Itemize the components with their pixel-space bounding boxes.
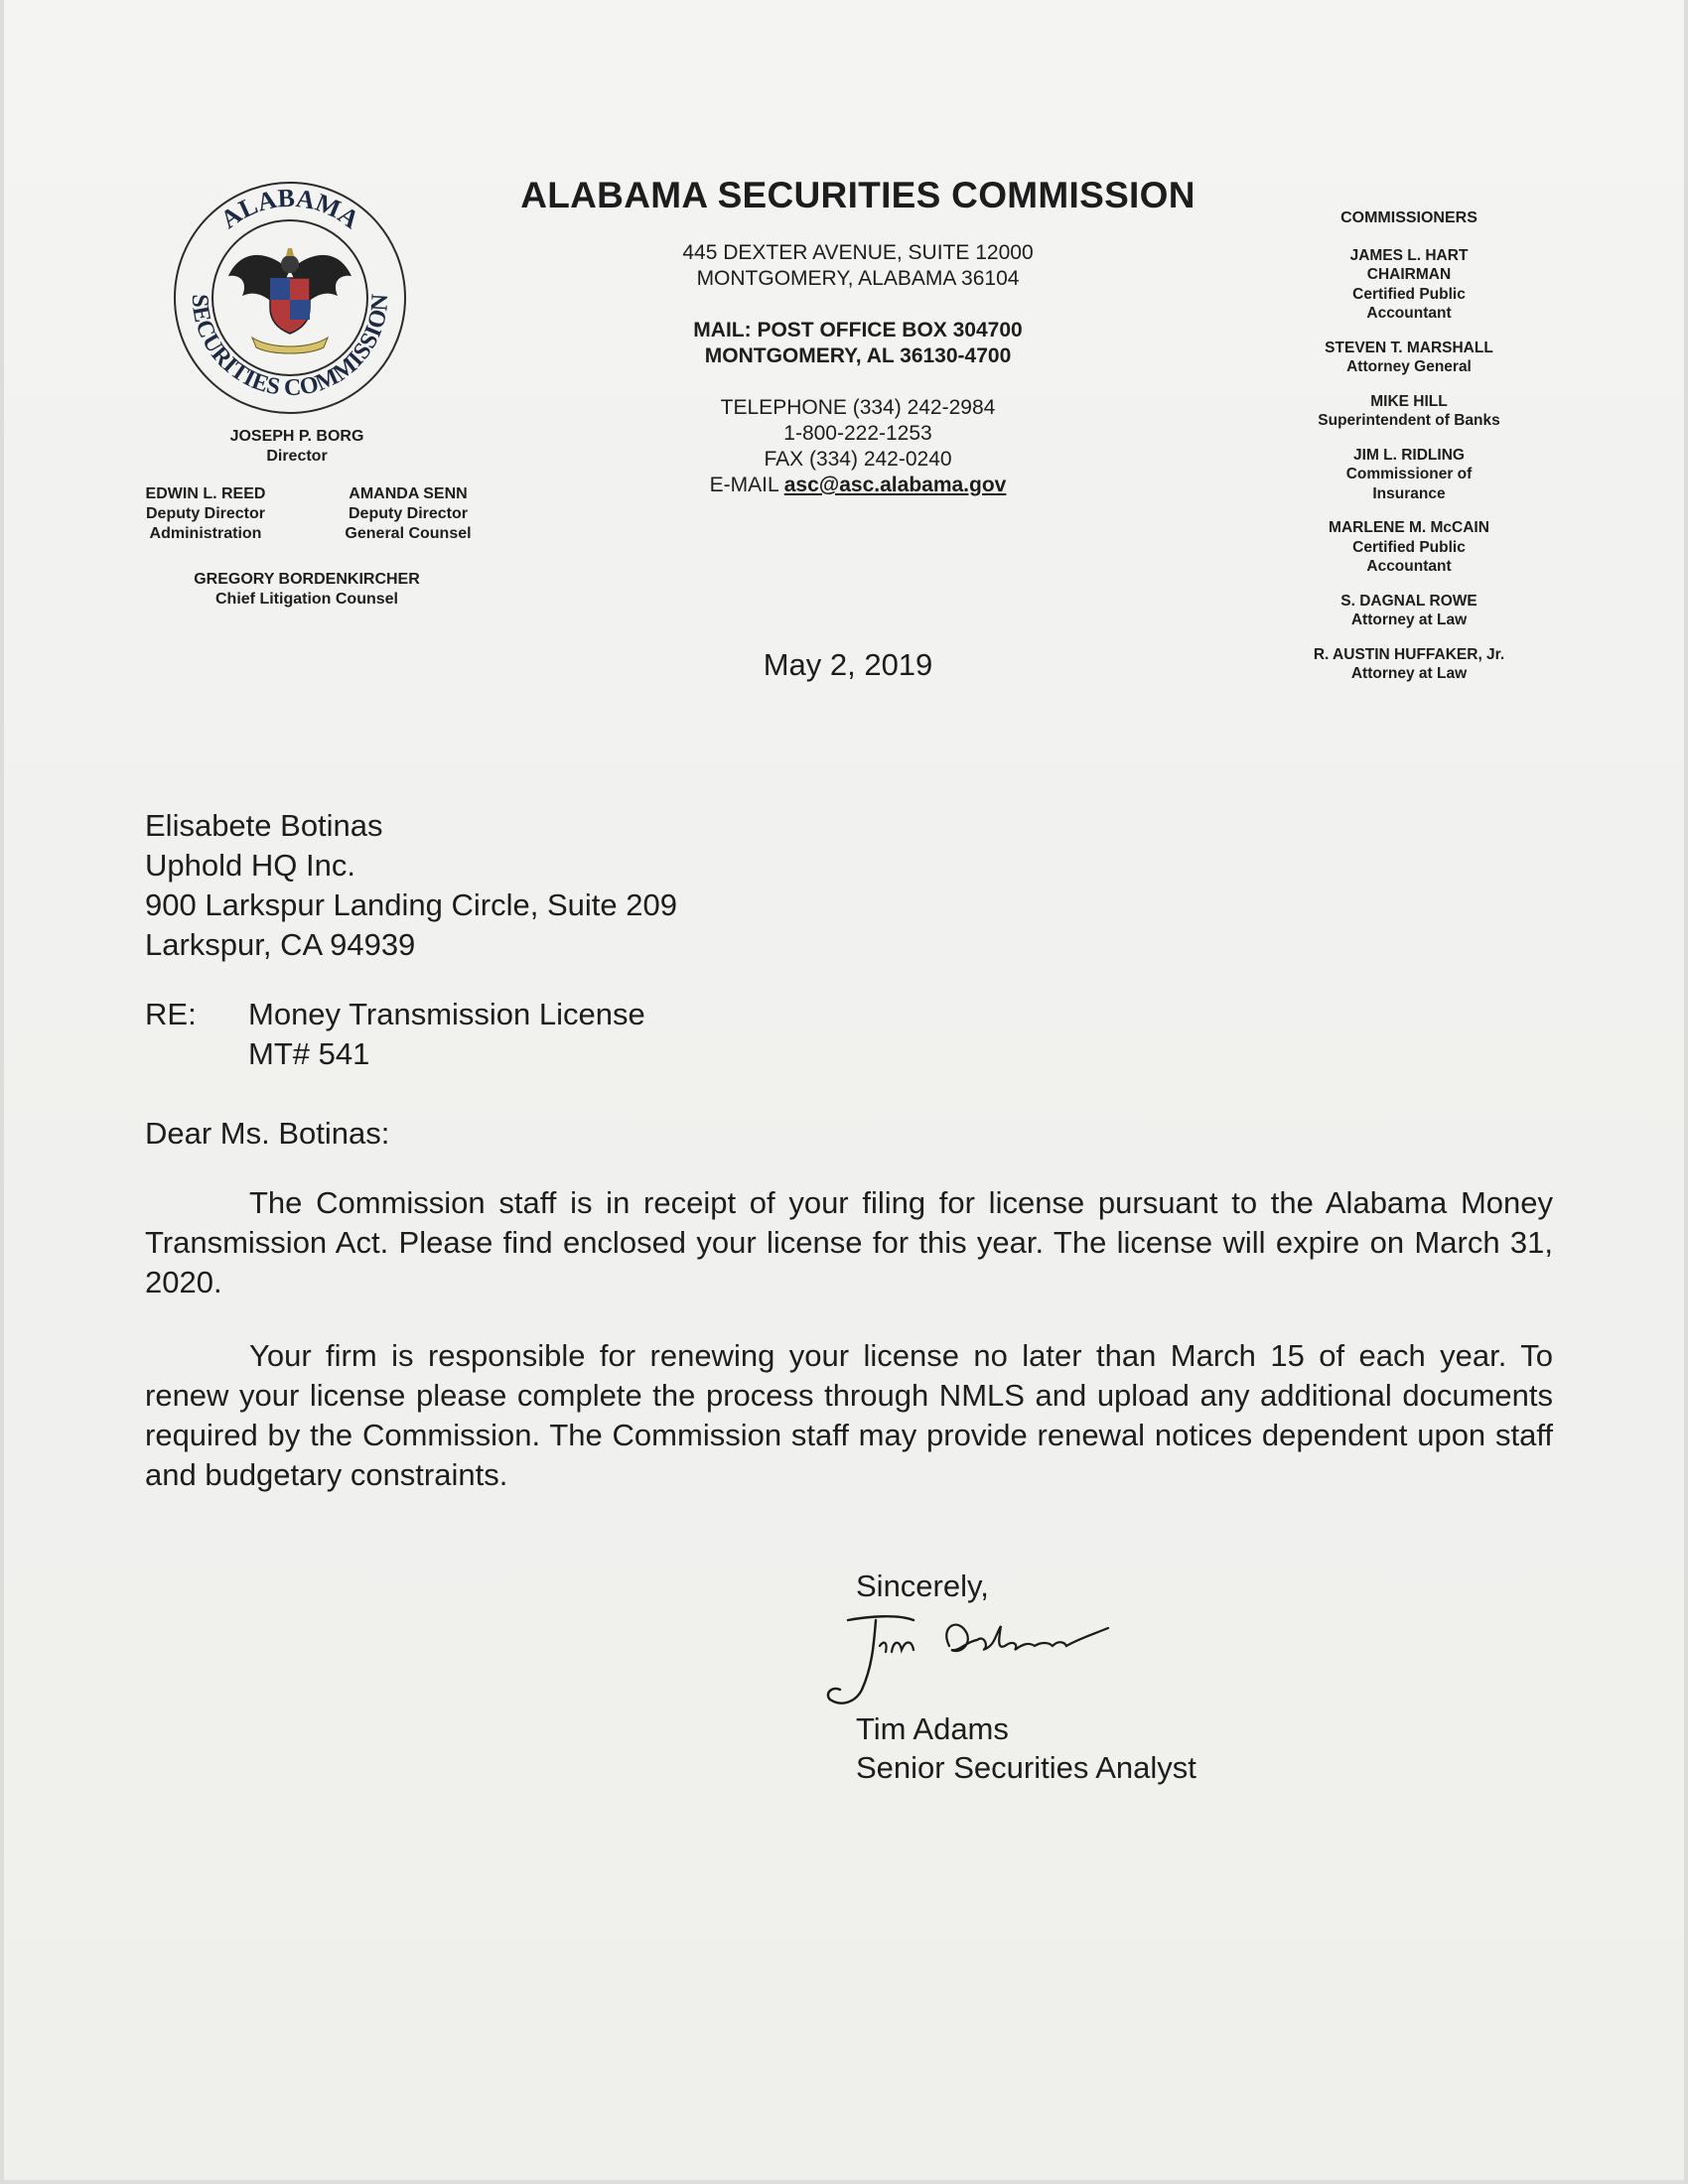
- handwritten-signature: [810, 1606, 1138, 1715]
- commissioner-title: Certified Public: [1352, 538, 1466, 556]
- commissioner-title: Commissioner of: [1345, 466, 1473, 482]
- deputy-admin-title-2: Administration: [149, 525, 262, 542]
- deputy-counsel-title-1: Deputy Director: [348, 505, 469, 522]
- svg-text:ALABAMA: [215, 184, 365, 234]
- director-block: [193, 427, 401, 467]
- commissioner-name: S. DAGNAL ROWE: [1340, 592, 1477, 610]
- commissioner-name: MIKE HILL: [1370, 392, 1448, 410]
- commissioners-list: [1285, 208, 1533, 699]
- seal-top-text: ALABAMA: [214, 183, 365, 235]
- deputy-counsel-block: [324, 484, 492, 544]
- mail-address: [560, 318, 1156, 369]
- commissioner-title: Insurance: [1372, 484, 1446, 502]
- signer-block: [856, 1709, 1196, 1787]
- litigation-counsel-title: Chief Litigation Counsel: [215, 591, 398, 608]
- signer-title: Senior Securities Analyst: [856, 1750, 1196, 1785]
- director-title: Director: [266, 448, 328, 465]
- commissioner-entry: [1285, 246, 1533, 324]
- re-label: RE:: [145, 997, 197, 1031]
- commissioner-title: Accountant: [1366, 558, 1452, 575]
- commissioner-title: Attorney at Law: [1350, 612, 1468, 628]
- commissioner-entry: [1285, 446, 1533, 504]
- deputy-admin-block: [121, 484, 290, 544]
- commissioner-title: CHAIRMAN: [1366, 266, 1452, 283]
- email-link[interactable]: asc@asc.alabama.gov: [783, 474, 1007, 496]
- recipient-street: 900 Larkspur Landing Circle, Suite 209: [145, 887, 677, 922]
- email-line: [560, 473, 1156, 498]
- commissioner-name: JIM L. RIDLING: [1353, 446, 1465, 464]
- recipient-address: [145, 806, 677, 965]
- letter-page: [4, 0, 1684, 2180]
- recipient-company: Uphold HQ Inc.: [145, 848, 355, 883]
- deputy-admin-name: EDWIN L. REED: [145, 485, 266, 502]
- commissioner-title: Attorney General: [1346, 358, 1472, 375]
- commissioner-entry: [1285, 339, 1533, 377]
- commissioner-name: JAMES L. HART: [1349, 246, 1469, 264]
- mail-line-2: MONTGOMERY, AL 36130-4700: [704, 344, 1012, 367]
- commissioner-title: Certified Public: [1352, 285, 1466, 303]
- agency-title: ALABAMA SECURITIES COMMISSION: [520, 175, 1196, 215]
- body-paragraph-2: Your firm is responsible for renewing your license no later than March 15 of each year. To renew your license please complete the process through NMLS and upload any additional documents required by the Commission. The Commission staff may provide renewal notices dependent upon staff and budgetary constraints.: [145, 1338, 1553, 1492]
- signer-name: Tim Adams: [856, 1711, 1009, 1746]
- director-name: JOSEPH P. BORG: [229, 428, 364, 445]
- salutation: Dear Ms. Botinas:: [145, 1116, 390, 1151]
- subject-line: [145, 995, 645, 1074]
- recipient-city: Larkspur, CA 94939: [145, 927, 416, 962]
- re-subject: Money Transmission License: [248, 997, 645, 1031]
- commissioner-title: Accountant: [1366, 305, 1452, 322]
- commissioner-title: Attorney at Law: [1350, 665, 1468, 682]
- commissioner-entry: [1285, 645, 1533, 684]
- commissioner-name: R. AUSTIN HUFFAKER, Jr.: [1313, 645, 1505, 663]
- commissioner-entry: [1285, 518, 1533, 577]
- city-line: MONTGOMERY, ALABAMA 36104: [696, 267, 1020, 290]
- deputy-admin-title-1: Deputy Director: [145, 505, 266, 522]
- re-license-number: MT# 541: [248, 1036, 370, 1071]
- commissioner-title: Superintendent of Banks: [1318, 412, 1500, 429]
- telephone-line: TELEPHONE (334) 242-2984: [720, 396, 996, 419]
- letter-date: May 2, 2019: [763, 647, 933, 682]
- contact-block: [560, 395, 1156, 498]
- commissioners-heading: COMMISSIONERS: [1340, 209, 1477, 226]
- commissioner-entry: [1285, 592, 1533, 630]
- street-line: 445 DEXTER AVENUE, SUITE 12000: [682, 241, 1034, 264]
- litigation-counsel-block: [153, 570, 461, 610]
- street-address: [560, 240, 1156, 292]
- litigation-counsel-name: GREGORY BORDENKIRCHER: [194, 571, 420, 588]
- commissioner-name: STEVEN T. MARSHALL: [1325, 339, 1493, 356]
- recipient-name: Elisabete Botinas: [145, 808, 383, 843]
- body-paragraph-1: The Commission staff is in receipt of your filing for license pursuant to the Alabama Money Transmission Act. Please find enclosed your license for this year. The license will expire on March 31, 2020.: [145, 1185, 1553, 1299]
- mail-line-1: MAIL: POST OFFICE BOX 304700: [693, 319, 1023, 341]
- seal-bottom-text: SECURITIES COMMISSION: [186, 293, 394, 402]
- commissioner-entry: [1285, 392, 1533, 431]
- deputy-counsel-name: AMANDA SENN: [349, 485, 468, 502]
- fax-line: FAX (334) 242-0240: [764, 448, 952, 471]
- commission-seal-icon: [171, 179, 409, 417]
- email-label: E-MAIL: [709, 474, 784, 496]
- deputy-counsel-title-2: General Counsel: [345, 525, 472, 542]
- tollfree-line: 1-800-222-1253: [783, 422, 932, 445]
- closing: Sincerely,: [856, 1569, 989, 1603]
- commissioner-name: MARLENE M. McCAIN: [1329, 519, 1489, 536]
